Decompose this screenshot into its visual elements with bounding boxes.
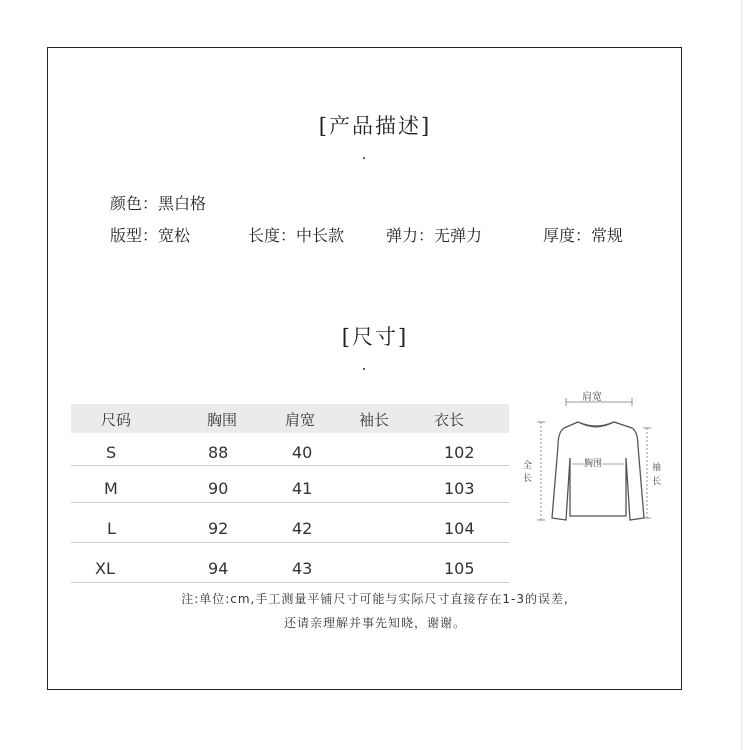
cell-chest: 94 bbox=[208, 559, 229, 578]
row-divider bbox=[71, 465, 509, 466]
cell-shoulder: 42 bbox=[292, 519, 313, 538]
cell-length: 104 bbox=[444, 519, 475, 538]
spec-elasticity: 弹力：无弹力 bbox=[386, 226, 483, 245]
cell-length: 103 bbox=[444, 479, 475, 498]
spec-color: 颜色：黑白格 bbox=[110, 194, 207, 213]
cell-chest: 92 bbox=[208, 519, 229, 538]
row-divider bbox=[71, 542, 509, 543]
note-line-1: 注:单位:cm,手工测量平铺尺寸可能与实际尺寸直接存在1-3的误差, bbox=[181, 592, 569, 606]
header-sleeve: 袖长 bbox=[359, 411, 390, 429]
label-length-top: 全 bbox=[523, 461, 533, 471]
description-title: [产品描述] bbox=[318, 114, 432, 138]
cell-chest: 90 bbox=[208, 479, 229, 498]
header-length: 衣长 bbox=[434, 411, 465, 429]
row-divider bbox=[71, 582, 509, 583]
cell-shoulder: 41 bbox=[292, 479, 313, 498]
cell-chest: 88 bbox=[208, 443, 229, 462]
label-sleeve-top: 袖 bbox=[652, 463, 662, 473]
cell-size: L bbox=[107, 519, 116, 538]
garment-diagram bbox=[520, 386, 670, 526]
title-dot bbox=[363, 157, 365, 159]
row-divider bbox=[71, 502, 509, 503]
cell-shoulder: 43 bbox=[292, 559, 313, 578]
label-chest: 胸围 bbox=[584, 456, 602, 469]
spec-length: 长度：中长款 bbox=[248, 226, 345, 245]
label-shoulder: 肩宽 bbox=[582, 392, 602, 403]
cell-size: S bbox=[106, 443, 117, 462]
label-length-bottom: 长 bbox=[523, 474, 533, 484]
cell-size: XL bbox=[95, 559, 115, 578]
header-size: 尺码 bbox=[101, 411, 132, 429]
header-shoulder: 肩宽 bbox=[285, 411, 316, 429]
cell-length: 105 bbox=[444, 559, 475, 578]
table-header bbox=[71, 404, 509, 433]
spec-thickness: 厚度：常规 bbox=[543, 226, 624, 245]
cell-shoulder: 40 bbox=[292, 443, 313, 462]
label-sleeve-bottom: 长 bbox=[652, 477, 662, 487]
cell-size: M bbox=[104, 479, 118, 498]
size-title: [尺寸] bbox=[341, 325, 409, 349]
spec-fit: 版型：宽松 bbox=[110, 226, 191, 245]
title-dot bbox=[363, 368, 365, 370]
note-line-2: 还请亲理解并事先知晓，谢谢。 bbox=[283, 616, 466, 630]
cell-length: 102 bbox=[444, 443, 475, 462]
header-chest: 胸围 bbox=[207, 411, 238, 429]
